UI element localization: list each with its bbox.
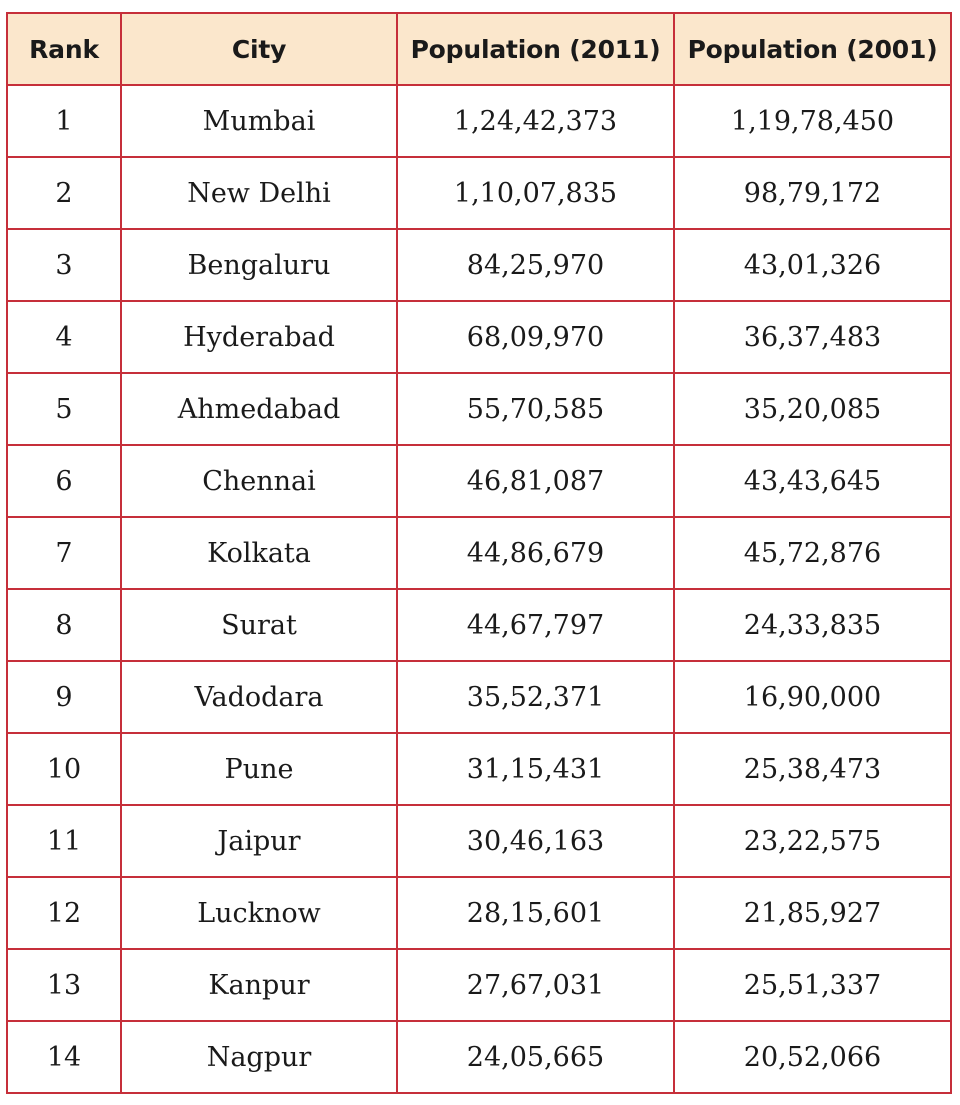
population-2001-cell: 24,33,835 [674,589,951,661]
population-2011-cell: 44,67,797 [397,589,674,661]
rank-cell: 11 [7,805,121,877]
table-row [7,733,951,805]
population-2001-cell: 23,22,575 [674,805,951,877]
table-row [7,877,951,949]
population-2001-cell: 36,37,483 [674,301,951,373]
table-row [7,1021,951,1093]
rank-cell: 5 [7,373,121,445]
city-cell: Chennai [121,445,397,517]
population-2011-cell: 1,10,07,835 [397,157,674,229]
population-2001-cell: 43,43,645 [674,445,951,517]
population-2011-cell: 68,09,970 [397,301,674,373]
rank-cell: 2 [7,157,121,229]
table-row [7,589,951,661]
header-population-2011: Population (2011) [397,13,674,85]
population-2001-cell: 45,72,876 [674,517,951,589]
population-2001-cell: 20,52,066 [674,1021,951,1093]
city-cell: Lucknow [121,877,397,949]
table-header [7,13,951,85]
population-2001-cell: 35,20,085 [674,373,951,445]
table-row [7,445,951,517]
header-row [7,13,951,85]
table-row [7,805,951,877]
city-cell: Kolkata [121,517,397,589]
rank-cell: 10 [7,733,121,805]
population-2001-cell: 16,90,000 [674,661,951,733]
rank-cell: 14 [7,1021,121,1093]
header-city: City [121,13,397,85]
city-cell: Pune [121,733,397,805]
population-2001-cell: 25,38,473 [674,733,951,805]
header-population-2001: Population (2001) [674,13,951,85]
rank-cell: 4 [7,301,121,373]
city-cell: Bengaluru [121,229,397,301]
rank-cell: 6 [7,445,121,517]
population-2001-cell: 21,85,927 [674,877,951,949]
population-2011-cell: 35,52,371 [397,661,674,733]
rank-cell: 1 [7,85,121,157]
rank-cell: 3 [7,229,121,301]
table-row [7,229,951,301]
city-cell: Surat [121,589,397,661]
table-row [7,661,951,733]
city-cell: Kanpur [121,949,397,1021]
population-2001-cell: 25,51,337 [674,949,951,1021]
header-rank: Rank [7,13,121,85]
population-2011-cell: 31,15,431 [397,733,674,805]
population-2001-cell: 98,79,172 [674,157,951,229]
table-row [7,949,951,1021]
rank-cell: 8 [7,589,121,661]
table-row [7,373,951,445]
city-cell: Nagpur [121,1021,397,1093]
population-2011-cell: 27,67,031 [397,949,674,1021]
city-population-table [6,12,952,1094]
city-cell: New Delhi [121,157,397,229]
rank-cell: 12 [7,877,121,949]
population-2011-cell: 46,81,087 [397,445,674,517]
population-2001-cell: 1,19,78,450 [674,85,951,157]
rank-cell: 7 [7,517,121,589]
city-cell: Jaipur [121,805,397,877]
rank-cell: 13 [7,949,121,1021]
city-cell: Hyderabad [121,301,397,373]
city-cell: Vadodara [121,661,397,733]
population-2011-cell: 30,46,163 [397,805,674,877]
city-cell: Mumbai [121,85,397,157]
table-row [7,517,951,589]
table-row [7,157,951,229]
population-2011-cell: 1,24,42,373 [397,85,674,157]
population-2011-cell: 44,86,679 [397,517,674,589]
population-2011-cell: 84,25,970 [397,229,674,301]
population-2001-cell: 43,01,326 [674,229,951,301]
table-row [7,85,951,157]
rank-cell: 9 [7,661,121,733]
table-row [7,301,951,373]
population-2011-cell: 55,70,585 [397,373,674,445]
population-2011-cell: 24,05,665 [397,1021,674,1093]
table-body [7,85,951,1093]
population-2011-cell: 28,15,601 [397,877,674,949]
city-cell: Ahmedabad [121,373,397,445]
